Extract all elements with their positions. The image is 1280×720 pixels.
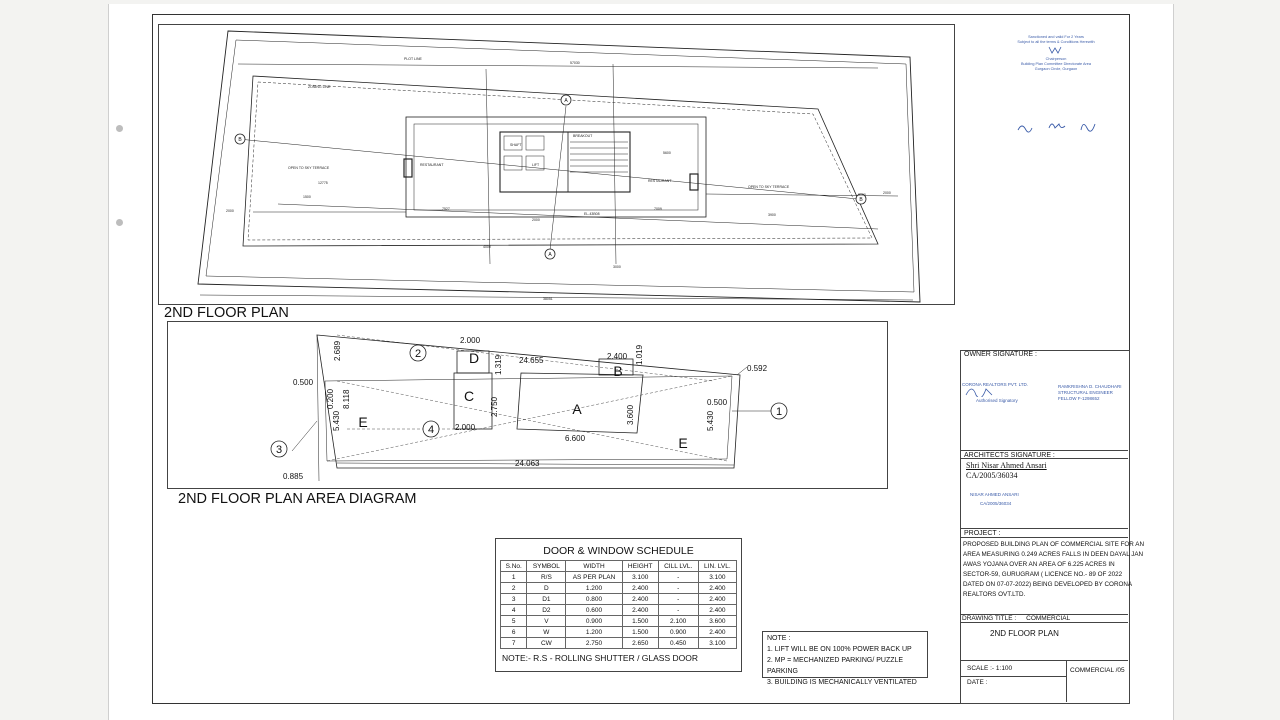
terrace-label: OPEN TO SKY TERRACE xyxy=(748,185,790,189)
dimension: 0.500 xyxy=(707,398,728,407)
area-diagram-title: 2ND FLOOR PLAN AREA DIAGRAM xyxy=(178,491,417,507)
dimension: 38051 xyxy=(543,297,553,301)
column-header: SYMBOL xyxy=(527,561,566,572)
dimension: 2000 xyxy=(226,209,234,213)
dimension: 0.500 xyxy=(293,378,314,387)
area-diagram-drawing xyxy=(167,321,886,487)
callout: 3 xyxy=(275,444,283,456)
zone-label: E xyxy=(678,435,688,451)
dimension: 5.430 xyxy=(332,410,341,431)
dimension: 7527 xyxy=(442,207,450,211)
column-header: CILL LVL. xyxy=(658,561,698,572)
project-description: PROPOSED BUILDING PLAN OF COMMERCIAL SITE FOR AN AREA MEASURING 0.249 ACRES FALLS IN DEEN DAYAL JAN AWAS YOJANA OVER AN AREA OF 6.225 ACRES IN SECTOR-59, GURUGRAM ( LICENCE NO.- 89 OF 2022 DATED ON 07-07-2022) BEING DEVELOPED BY CORONA REALTORS OVT.LTD. xyxy=(963,541,1145,598)
dimension: 8.118 xyxy=(342,389,351,409)
zone-label: B xyxy=(613,363,623,379)
project-section xyxy=(960,528,1128,537)
note-item: 2. MP = MECHANIZED PARKING/ PUZZLE PARKING xyxy=(767,657,904,675)
section-mark: A xyxy=(564,98,568,104)
level-label: EL-43B08 xyxy=(584,212,600,216)
table-row: 3 D1 0.800 2.400 - 2.400 xyxy=(501,594,737,605)
dimension: 2.400 xyxy=(607,352,628,361)
title-block xyxy=(960,350,1130,704)
plot-line-label: PLOT LINE xyxy=(404,57,422,61)
zone-label: A xyxy=(572,401,582,417)
notes-box xyxy=(762,631,928,686)
owner-signature xyxy=(962,387,1002,397)
drawing-category: COMMERCIAL xyxy=(1026,615,1071,622)
dimension: 2.000 xyxy=(460,336,481,345)
dimension: 5.430 xyxy=(706,410,715,431)
owner-stamp: CORONA REALTORS PVT. LTD. Authorised Signatory xyxy=(962,382,1029,403)
column-header: WIDTH xyxy=(566,561,622,572)
scale-label: SCALE :- 1:100 xyxy=(967,665,1013,672)
dimension: 0.592 xyxy=(747,364,768,373)
zone-label: C xyxy=(463,388,475,404)
sheet-number: COMMERCIAL /05 xyxy=(1070,667,1125,674)
architect-name: Shri Nisar Ahmed Ansari xyxy=(966,461,1047,470)
table-row: 7 CW 2.750 2.650 0.450 3.100 xyxy=(501,638,737,649)
schedule-table xyxy=(500,560,737,649)
table-row: 1 R/S AS PER PLAN 3.100 - 3.100 xyxy=(501,572,737,583)
note-item: 1. LIFT WILL BE ON 100% POWER BACK UP xyxy=(767,646,912,653)
section-mark: A xyxy=(548,252,552,258)
title-block-divider xyxy=(1066,660,1067,702)
engineer-stamp: RAMKRISHNA D. CHAUDHARI STRUCTURAL ENGINEER FELLOW F-1298652 xyxy=(1058,384,1122,401)
dimension: 1.319 xyxy=(494,354,503,375)
dimension: 3.600 xyxy=(626,404,635,425)
room-label: RESTAURANT xyxy=(420,163,444,167)
schedule-frame xyxy=(495,538,742,672)
dimension: 57030 xyxy=(570,61,580,65)
dimension: 0.885 xyxy=(283,472,304,481)
note-item: 3. BUILDING IS MECHANICALLY VENTILATED xyxy=(767,679,917,686)
dimension: 2.750 xyxy=(490,396,499,417)
floor-plan-drawing xyxy=(158,24,953,303)
dimension: 3000 xyxy=(858,193,866,197)
dimension: 0.200 xyxy=(326,388,335,409)
architect-signature-label: ARCHITECTS SIGNATURE : xyxy=(964,452,1055,459)
callout: 2 xyxy=(414,348,422,360)
dimension: 2.000 xyxy=(455,423,476,432)
approval-stamp: Sanctioned and valid For 2 Years Subject to all the terms & Conditions Herewith Chairperson Building Plan Committee Directorate Area Gurgaon Circle, Gurgaon xyxy=(1017,35,1095,71)
project-label: PROJECT : xyxy=(964,530,1001,537)
dimension: 3900 xyxy=(768,213,776,217)
callout: 4 xyxy=(427,424,435,436)
drawing-title-label: DRAWING TITLE : xyxy=(962,615,1017,622)
dimension: 3000 xyxy=(613,265,621,269)
schedule-note: NOTE:- R.S - ROLLING SHUTTER / GLASS DOOR xyxy=(502,653,698,663)
dimension: 4000 xyxy=(483,245,491,249)
dimension: 24.655 xyxy=(519,356,544,365)
schedule-title: DOOR & WINDOW SCHEDULE xyxy=(543,545,694,557)
room-label: RESTAURANT xyxy=(648,179,672,183)
dimension: 2000 xyxy=(883,191,891,195)
section-mark: B xyxy=(859,197,863,203)
owner-signature-label: OWNER SIGNATURE : xyxy=(964,351,1037,358)
callout: 1 xyxy=(775,406,783,418)
drawing-title: 2ND FLOOR PLAN xyxy=(990,629,1059,638)
punch-hole xyxy=(116,125,123,132)
column-header: LIN. LVL. xyxy=(698,561,736,572)
dimension: 7009 xyxy=(654,207,662,211)
column-header: S.No. xyxy=(501,561,527,572)
dimension: 1.019 xyxy=(635,344,644,365)
terrace-label: OPEN TO SKY TERRACE xyxy=(288,166,330,170)
zone-label: D xyxy=(468,350,480,366)
section-mark: B xyxy=(238,137,242,143)
zoning-line-label: ZONING LINE xyxy=(308,85,331,89)
table-header-row xyxy=(501,561,737,572)
table-row: 5 V 0.900 1.500 2.100 3.600 xyxy=(501,616,737,627)
table-row: 4 D2 0.600 2.400 - 2.400 xyxy=(501,605,737,616)
table-row: 6 W 1.200 1.500 0.900 2.400 xyxy=(501,627,737,638)
punch-hole xyxy=(116,219,123,226)
dimension: 1500 xyxy=(303,195,311,199)
initials-signatures xyxy=(1015,118,1105,138)
architect-registration: CA/2005/36034 xyxy=(966,471,1018,480)
column-header: HEIGHT xyxy=(622,561,658,572)
dimension: 5600 xyxy=(663,151,671,155)
dimension: 2.689 xyxy=(333,340,342,361)
approval-signature xyxy=(1046,45,1066,55)
zone-label: E xyxy=(358,414,368,430)
room-label: LIFT xyxy=(532,163,540,167)
date-label: DATE : xyxy=(967,679,988,686)
dimension: 2000 xyxy=(532,218,540,222)
notes-heading: NOTE : xyxy=(767,635,791,642)
dimension: 12775 xyxy=(318,181,328,185)
dimension: 6.600 xyxy=(565,434,586,443)
table-row: 2 D 1.200 2.400 - 2.400 xyxy=(501,583,737,594)
room-label: BREAKOUT xyxy=(573,134,593,138)
room-label: SHAFT xyxy=(510,143,522,147)
dimension: 24.063 xyxy=(515,459,540,468)
drawing-title-section xyxy=(960,614,1128,622)
architect-stamp: NISAR AHMED ANSARI CA/2005/36034 xyxy=(970,492,1019,506)
floor-plan-title: 2ND FLOOR PLAN xyxy=(164,305,289,321)
